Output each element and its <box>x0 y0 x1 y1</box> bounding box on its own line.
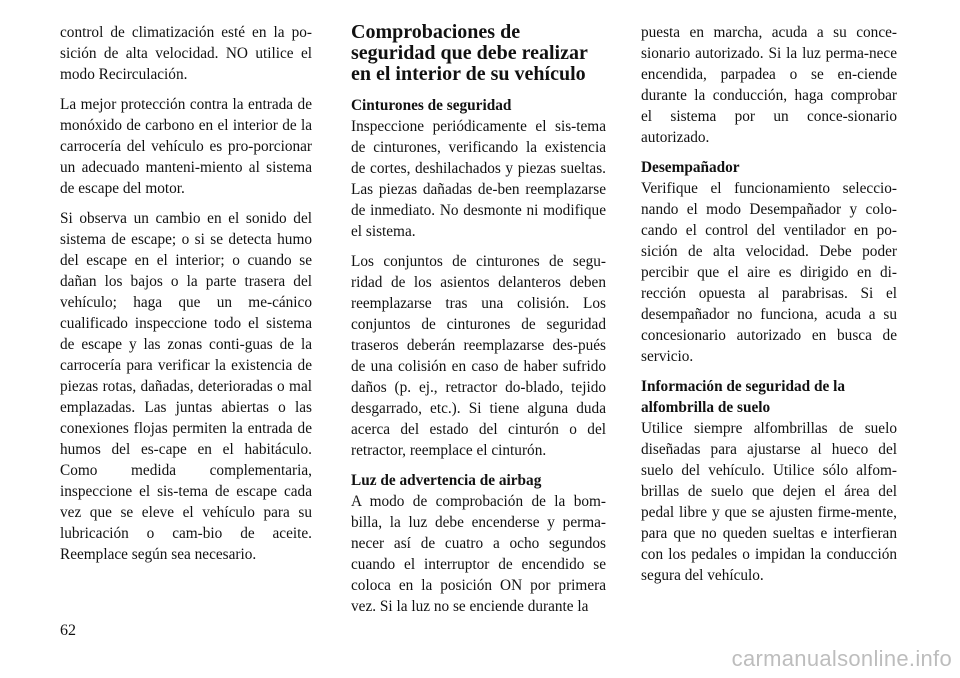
paragraph: Los conjuntos de cinturones de segu-ridad de los asientos delanteros deben reemplazarse tras una colisión. Los conjuntos de cinturones de seguridad traseros deberán reemplazarse des-pués de una colisión en caso de haber sufrido daños (p. ej., retractor do-blado, tejido desgarrado, etc.). Si tiene alguna duda acerca del estado del cinturón o del retractor, reemplace el cinturón. <box>351 253 606 459</box>
floor-mat-section <box>641 376 897 586</box>
paragraph: Utilice siempre alfombrillas de suelo diseñadas para ajustarse al hueco del suelo del vehículo. Utilice sólo alfom-brillas de suelo que dejen el área del pedal libre y que se ajusten firme-mente, para que no queden sueltas e interfieran con los pedales o impidan la conducción segura del vehículo. <box>641 420 897 584</box>
paragraph: Si observa un cambio en el sonido del sistema de escape; o si se detecta humo del escape en el interior; o cuando se dañan los bajos o la parte trasera del vehículo; haga que un me-cánico cualificado inspeccione todo el sistema de escape y las zonas conti-guas de la carrocería para verificar la existencia de piezas rotas, dañadas, deterioradas o mal emplazadas. Las juntas abiertas o las conexiones flojas permiten la entrada de humos del es-cape en el habitáculo. Como medida complementaria, inspeccione el sis-tema de escape cada vez que se eleve el vehículo para su lubricación o cam-bio de aceite. Reemplace según sea necesario. <box>60 210 312 563</box>
watermark: carmanualsonline.info <box>731 646 952 671</box>
paragraph: Verifique el funcionamiento seleccio-nando el modo Desempañador y colo-cando el control del ventilador en po-sición de alta velocidad. Debe poder percibir que el aire es dirigido en di-rección opuesta al parabrisas. Si el desempañador no funciona, acuda a su concesionario autorizado en busca de servicio. <box>641 180 897 365</box>
paragraph: control de climatización esté en la po-sición de alta velocidad. NO utilice el modo Recirculación. <box>60 24 312 83</box>
paragraph: La mejor protección contra la entrada de monóxido de carbono en el interior de la carrocería del vehículo es pro-porcionar un adecuado manteni-miento al sistema de escape del motor. <box>60 96 312 197</box>
paragraph: Inspeccione periódicamente el sis-tema de cinturones, verificando la existencia de cortes, deshilachados y piezas sueltas. Las piezas dañadas de-ben reemplazarse de inmediato. No desmonte ni modifique el sistema. <box>351 118 606 240</box>
page-number: 62 <box>60 622 76 639</box>
column-middle <box>351 22 606 626</box>
paragraph: puesta en marcha, acuda a su conce-sionario autorizado. Si la luz perma-nece encendida, parpadea o se en-ciende durante la conducción, haga comprobar el sistema por un conce-sionario autorizado. <box>641 24 897 146</box>
column-left <box>60 22 312 574</box>
airbag-section <box>351 470 606 617</box>
subheading-seatbelts: Cinturones de seguridad <box>351 97 512 114</box>
paragraph: A modo de comprobación de la bom-billa, la luz debe encenderse y perma-necer así de cuatro a ocho segundos cuando el interruptor de encendido se coloca en la posición ON por primera vez. Si la luz no se enciende durante la <box>351 493 606 615</box>
subheading-floor-mat: Información de seguridad de la alfombrilla de suelo <box>641 378 845 416</box>
defrost-section <box>641 157 897 367</box>
section-heading: Comprobaciones de seguridad que debe realizar en el interior de su vehículo <box>351 21 588 85</box>
subheading-airbag: Luz de advertencia de airbag <box>351 472 542 489</box>
subheading-defrost: Desempañador <box>641 159 740 176</box>
seatbelts-section <box>351 95 606 242</box>
column-right <box>641 22 897 595</box>
